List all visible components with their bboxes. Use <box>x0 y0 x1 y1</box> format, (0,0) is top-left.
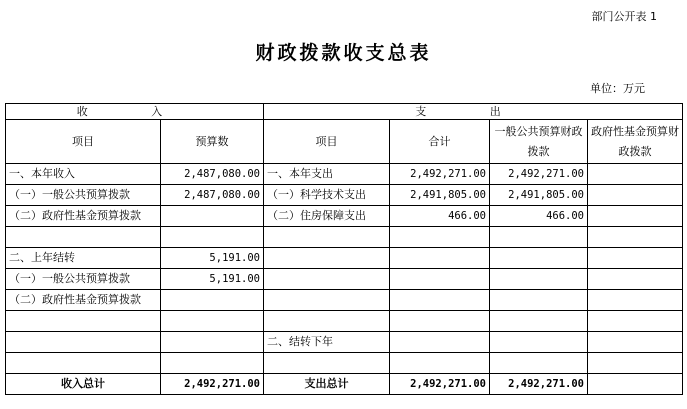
table-row <box>6 164 683 185</box>
cell-expense-total <box>390 248 490 269</box>
total-expense-general: 2,492,271.00 <box>490 374 588 395</box>
section-header-row <box>6 104 683 120</box>
cell-expense-total: 2,491,805.00 <box>390 185 490 206</box>
cell-expense-total <box>390 269 490 290</box>
cell-income-item <box>6 353 161 374</box>
cell-income-item <box>6 227 161 248</box>
cell-income-budget <box>161 206 264 227</box>
col-header-expense-item: 项目 <box>264 120 390 164</box>
cell-income-budget <box>161 332 264 353</box>
cell-income-item: 一、本年收入 <box>6 164 161 185</box>
cell-expense-gov-fund <box>588 269 683 290</box>
cell-income-budget: 5,191.00 <box>161 248 264 269</box>
cell-expense-item <box>264 269 390 290</box>
table-row <box>6 185 683 206</box>
cell-expense-general <box>490 332 588 353</box>
report-title: 财政拨款收支总表 <box>255 42 432 64</box>
table-row <box>6 206 683 227</box>
cell-income-item: （一）一般公共预算拨款 <box>6 185 161 206</box>
cell-expense-gov-fund <box>588 206 683 227</box>
total-expense-label: 支出总计 <box>264 374 390 395</box>
cell-expense-gov-fund <box>588 227 683 248</box>
cell-income-item <box>6 311 161 332</box>
cell-expense-item <box>264 248 390 269</box>
cell-expense-gov-fund <box>588 290 683 311</box>
cell-expense-item: 一、本年支出 <box>264 164 390 185</box>
cell-expense-general: 2,492,271.00 <box>490 164 588 185</box>
cell-income-budget <box>161 227 264 248</box>
cell-expense-item: 二、结转下年 <box>264 332 390 353</box>
cell-expense-item: （二）住房保障支出 <box>264 206 390 227</box>
total-income-label: 收入总计 <box>6 374 161 395</box>
cell-expense-item <box>264 227 390 248</box>
cell-expense-general: 2,491,805.00 <box>490 185 588 206</box>
cell-income-item: （二）政府性基金预算拨款 <box>6 206 161 227</box>
cell-expense-total <box>390 290 490 311</box>
cell-income-item: 二、上年结转 <box>6 248 161 269</box>
col-header-income-item: 项目 <box>6 120 161 164</box>
column-header-row <box>6 120 683 164</box>
cell-expense-gov-fund <box>588 311 683 332</box>
cell-income-item: （二）政府性基金预算拨款 <box>6 290 161 311</box>
budget-table <box>5 103 683 395</box>
cell-income-budget: 2,487,080.00 <box>161 164 264 185</box>
cell-expense-general <box>490 290 588 311</box>
table-row <box>6 227 683 248</box>
table-row <box>6 332 683 353</box>
cell-expense-item: （一）科学技术支出 <box>264 185 390 206</box>
cell-expense-total: 2,492,271.00 <box>390 164 490 185</box>
col-header-expense-total: 合计 <box>390 120 490 164</box>
cell-expense-general <box>490 353 588 374</box>
cell-income-budget: 2,487,080.00 <box>161 185 264 206</box>
cell-income-item <box>6 332 161 353</box>
cell-expense-total <box>390 332 490 353</box>
unit-label: 单位：万元 <box>590 82 645 95</box>
table-row <box>6 353 683 374</box>
table-row <box>6 269 683 290</box>
income-section-header: 收 入 <box>6 104 264 120</box>
cell-expense-general <box>490 227 588 248</box>
cell-income-budget: 5,191.00 <box>161 269 264 290</box>
cell-expense-item <box>264 311 390 332</box>
total-expense-total: 2,492,271.00 <box>390 374 490 395</box>
cell-expense-total <box>390 227 490 248</box>
cell-expense-total: 466.00 <box>390 206 490 227</box>
total-expense-gov-fund <box>588 374 683 395</box>
cell-expense-general <box>490 248 588 269</box>
totals-row <box>6 374 683 395</box>
cell-expense-gov-fund <box>588 332 683 353</box>
cell-income-budget <box>161 311 264 332</box>
cell-expense-item <box>264 290 390 311</box>
cell-expense-gov-fund <box>588 353 683 374</box>
table-row <box>6 311 683 332</box>
table-row <box>6 248 683 269</box>
cell-expense-general <box>490 269 588 290</box>
col-header-expense-general: 一般公共预算财政拨款 <box>490 120 588 164</box>
cell-expense-item <box>264 353 390 374</box>
cell-income-item: （一）一般公共预算拨款 <box>6 269 161 290</box>
expense-section-header: 支 出 <box>264 104 683 120</box>
cell-expense-general <box>490 311 588 332</box>
cell-expense-total <box>390 311 490 332</box>
total-income-value: 2,492,271.00 <box>161 374 264 395</box>
cell-expense-total <box>390 353 490 374</box>
cell-expense-general: 466.00 <box>490 206 588 227</box>
cell-expense-gov-fund <box>588 185 683 206</box>
cell-income-budget <box>161 353 264 374</box>
cell-expense-gov-fund <box>588 164 683 185</box>
cell-expense-gov-fund <box>588 248 683 269</box>
cell-income-budget <box>161 290 264 311</box>
col-header-income-budget: 预算数 <box>161 120 264 164</box>
col-header-expense-gov-fund: 政府性基金预算财政拨款 <box>588 120 683 164</box>
table-row <box>6 290 683 311</box>
form-number: 部门公开表 1 <box>591 10 657 23</box>
